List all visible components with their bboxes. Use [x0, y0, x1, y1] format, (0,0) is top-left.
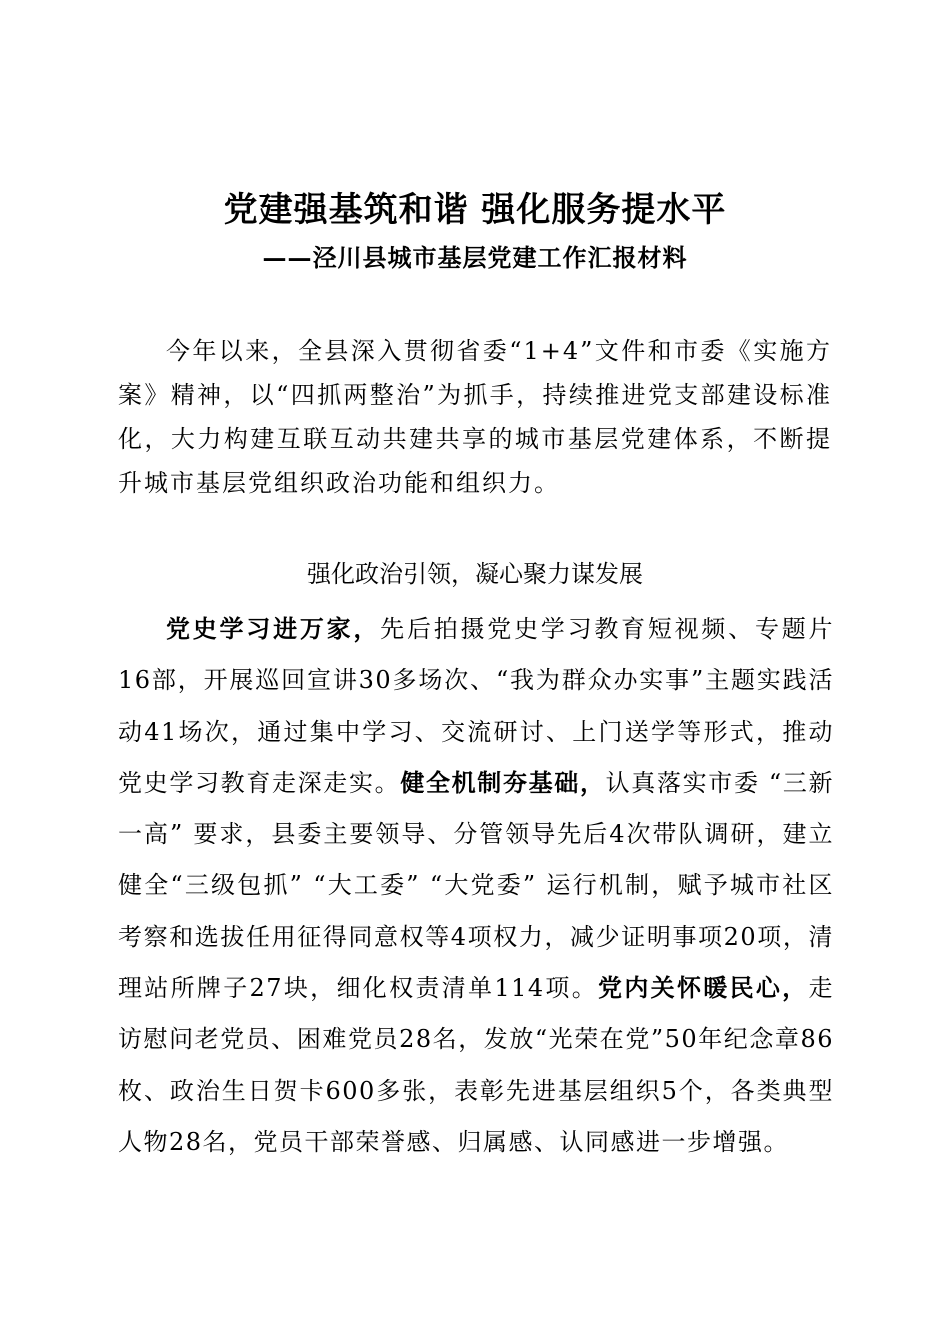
- lead-phrase-party-history: 党史学习进万家，: [166, 615, 381, 643]
- document-subtitle: ——泾川县城市基层党建工作汇报材料: [262, 243, 688, 272]
- intro-paragraph: 今年以来，全县深入贯彻省委“1+4”文件和市委《实施方案》精神，以“四抓两整治”为抓手，持续推进党支部建设标准化，大力构建互联互动共建共享的城市基层党建体系，不断提升城市基层党组织政治功能和组织力。: [118, 337, 832, 497]
- lead-phrase-care: 党内关怀暖民心，: [598, 974, 809, 1003]
- body-text-mechanism: 认真落实市委 “三新一高” 要求，县委主要领导、分管领导先后4次带队调研，建立健全“三级包抓” “大工委” “大党委” 运行机制，赋予城市社区考察和选拔任用征得同意权等4项权力，减少证明事项20项，清理站所牌子27块，细化权责清单114项。: [118, 768, 834, 1003]
- document-title: 党建强基筑和谐 强化服务提水平: [223, 190, 727, 230]
- body-text-care: 走访慰问老党员、困难党员28名，发放“光荣在党”50年纪念章86枚、政治生日贺卡600多张，表彰先进基层组织5个，各类典型人物28名，党员干部荣誉感、归属感、认同感进一步增强。: [118, 974, 834, 1156]
- body-text-party-history: 先后拍摄党史学习教育短视频、专题片16部，开展巡回宣讲30多场次、“我为群众办实事”主题实践活动41场次，通过集中学习、交流研讨、上门送学等形式，推动党史学习教育走深走实。: [118, 615, 835, 797]
- lead-phrase-mechanism: 健全机制夯基础，: [400, 768, 606, 797]
- body-paragraph: [118, 604, 834, 1168]
- section-heading: 强化政治引领，凝心聚力谋发展: [307, 560, 643, 588]
